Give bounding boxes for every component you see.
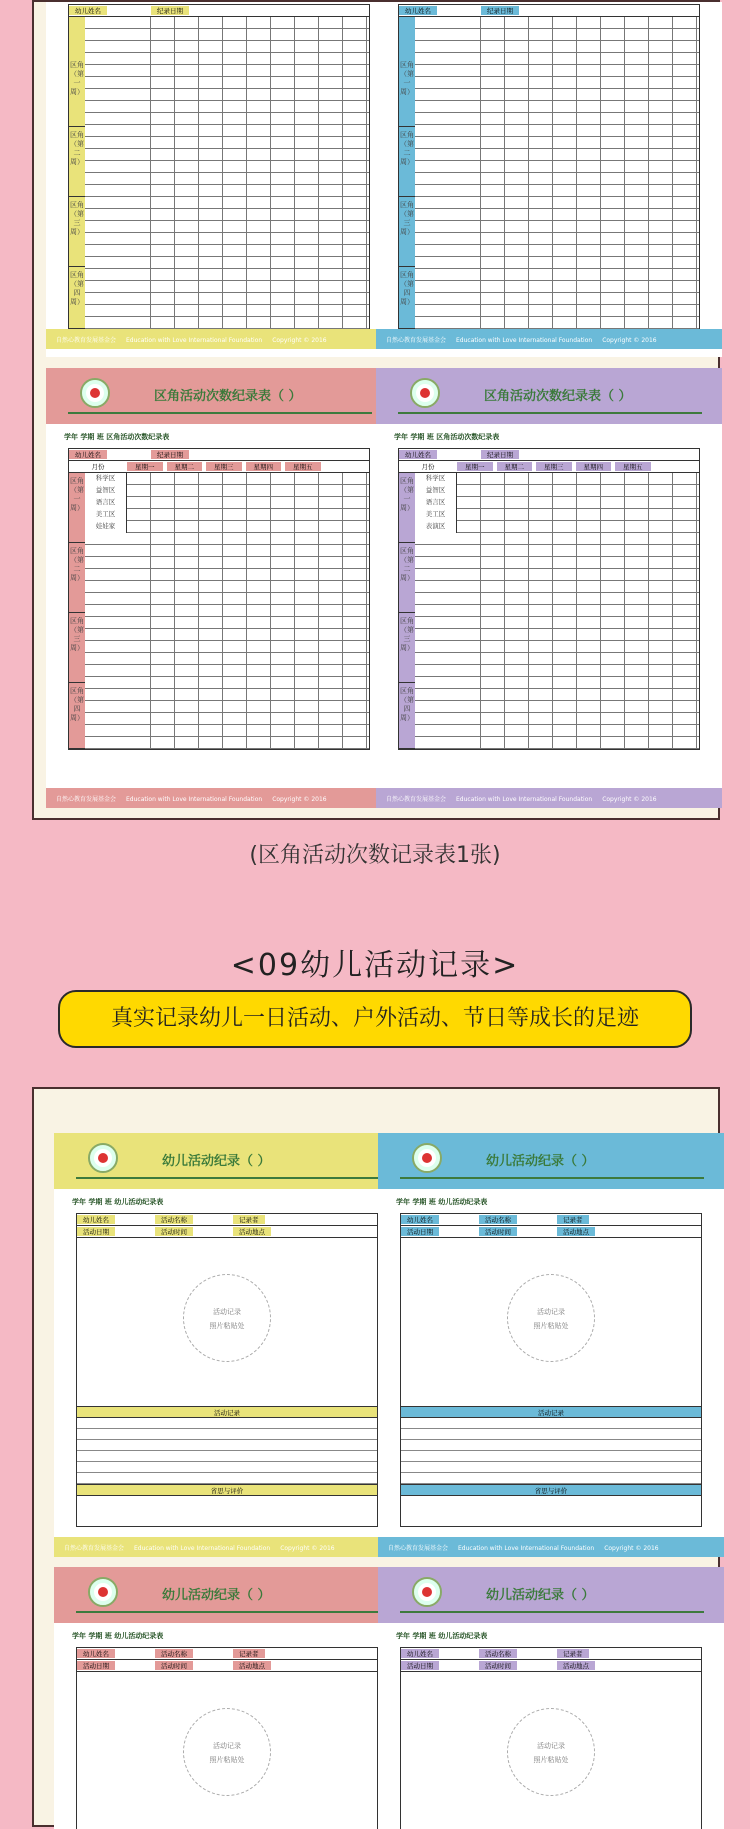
table-caption: (区角活动次数记录表1张) bbox=[249, 843, 501, 868]
week-section: 区角（第二周） bbox=[69, 543, 85, 613]
sheet-meta: 学年 学期 班 区角活动次数纪录表 bbox=[64, 433, 170, 441]
weekday-header: 星期五 bbox=[615, 462, 651, 471]
sheet-title: 区角活动次数纪录表（ ） bbox=[154, 389, 302, 404]
name-label: 幼儿姓名 bbox=[69, 450, 107, 459]
sheet-footer: 自然心教育发展基金会 Education with Love International Foundation Copyright © 2016 bbox=[46, 788, 392, 808]
record-lines bbox=[401, 1418, 701, 1484]
name-label: 幼儿姓名 bbox=[69, 6, 107, 15]
month-label: 月份 bbox=[91, 463, 105, 471]
sheet-meta: 学年 学期 班 幼儿活动纪录表 bbox=[396, 1198, 488, 1206]
week-section: 区角（第三周） bbox=[69, 613, 85, 683]
activity-sheet-purple bbox=[378, 1567, 724, 1829]
sheet-footer: 自然心教育发展基金会 Education with Love International Foundation Copyright © 2016 bbox=[46, 329, 392, 349]
date-label: 纪录日期 bbox=[151, 6, 189, 15]
count-table bbox=[68, 448, 370, 750]
area-label: 美工区 bbox=[415, 509, 457, 521]
weekday-header: 星期二 bbox=[167, 462, 203, 471]
sheet-purple bbox=[376, 368, 722, 808]
activity-record-box: 幼儿姓名 活动名称 记录者 活动日期 活动时间 活动地点 活动记录 照片粘贴处 活动记录 省思与评价 bbox=[400, 1213, 702, 1527]
area-label: 语言区 bbox=[85, 497, 127, 509]
activity-record-box: 幼儿姓名 活动名称 记录者 活动日期 活动时间 活动地点 活动记录 照片粘贴处 bbox=[400, 1647, 702, 1829]
sheet-title: 幼儿活动纪录（ ） bbox=[162, 1154, 271, 1169]
foundation-logo-icon bbox=[88, 1143, 118, 1173]
sheet-meta: 学年 学期 班 幼儿活动纪录表 bbox=[72, 1198, 164, 1206]
foundation-logo-icon bbox=[412, 1577, 442, 1607]
section-banner: 真实记录幼儿一日活动、户外活动、节日等成长的足迹 bbox=[58, 990, 692, 1048]
week-section: 区角（第一周） bbox=[399, 473, 415, 543]
weekday-header: 星期一 bbox=[127, 462, 163, 471]
section-title: <09幼儿活动记录> bbox=[230, 948, 520, 983]
name-label: 幼儿姓名 bbox=[399, 450, 437, 459]
week-section: 区角（第一周） bbox=[69, 473, 85, 543]
weekday-header: 星期四 bbox=[576, 462, 612, 471]
review-bar: 省思与评价 bbox=[401, 1484, 701, 1496]
count-table bbox=[398, 4, 700, 330]
week-section: 区角（第三周） bbox=[399, 613, 415, 683]
date-label: 纪录日期 bbox=[481, 450, 519, 459]
count-table bbox=[398, 448, 700, 750]
record-sheet-frame-top bbox=[32, 0, 720, 820]
area-label: 美工区 bbox=[85, 509, 127, 521]
date-label: 纪录日期 bbox=[151, 450, 189, 459]
week-section: 区角（第三周） bbox=[399, 197, 415, 267]
weekday-header: 星期四 bbox=[246, 462, 282, 471]
sheet-meta: 学年 学期 班 幼儿活动纪录表 bbox=[72, 1632, 164, 1640]
week-section: 区角（第二周） bbox=[399, 543, 415, 613]
sheet-blue-partial bbox=[376, 2, 722, 357]
weekday-header: 星期一 bbox=[457, 462, 493, 471]
area-label: 娃娃家 bbox=[85, 521, 127, 533]
activity-sheet-blue bbox=[378, 1133, 724, 1557]
week-section: 区角（第一周） bbox=[399, 57, 415, 127]
sheet-yellow-partial bbox=[46, 2, 392, 357]
count-table bbox=[68, 4, 370, 330]
foundation-logo-icon bbox=[410, 378, 440, 408]
sheet-title: 幼儿活动纪录（ ） bbox=[162, 1588, 271, 1603]
activity-sheet-yellow bbox=[54, 1133, 400, 1557]
area-label: 益智区 bbox=[85, 485, 127, 497]
area-label: 表演区 bbox=[415, 521, 457, 533]
date-label: 纪录日期 bbox=[481, 6, 519, 15]
sheet-footer: 自然心教育发展基金会 Education with Love International Foundation Copyright © 2016 bbox=[376, 329, 722, 349]
weekday-header: 星期三 bbox=[206, 462, 242, 471]
foundation-logo-icon bbox=[412, 1143, 442, 1173]
area-label: 科学区 bbox=[415, 473, 457, 485]
photo-placeholder: 活动记录 照片粘贴处 bbox=[183, 1274, 271, 1362]
sheet-meta: 学年 学期 班 幼儿活动纪录表 bbox=[396, 1632, 488, 1640]
month-label: 月份 bbox=[421, 463, 435, 471]
activity-record-box: 幼儿姓名 活动名称 记录者 活动日期 活动时间 活动地点 活动记录 照片粘贴处 bbox=[76, 1647, 378, 1829]
week-section: 区角（第四周） bbox=[399, 267, 415, 329]
photo-placeholder: 活动记录 照片粘贴处 bbox=[507, 1274, 595, 1362]
weekday-header: 星期三 bbox=[536, 462, 572, 471]
week-section: 区角（第四周） bbox=[69, 267, 85, 329]
weekday-header: 星期五 bbox=[285, 462, 321, 471]
area-label: 益智区 bbox=[415, 485, 457, 497]
area-label: 科学区 bbox=[85, 473, 127, 485]
sheet-footer: 自然心教育发展基金会 Education with Love International Foundation Copyright © 2016 bbox=[54, 1537, 400, 1557]
photo-placeholder: 活动记录 照片粘贴处 bbox=[183, 1708, 271, 1796]
record-bar: 活动记录 bbox=[77, 1406, 377, 1418]
week-section: 区角（第二周） bbox=[69, 127, 85, 197]
week-section: 区角（第一周） bbox=[69, 57, 85, 127]
weekday-header: 星期二 bbox=[497, 462, 533, 471]
record-lines bbox=[77, 1418, 377, 1484]
photo-placeholder: 活动记录 照片粘贴处 bbox=[507, 1708, 595, 1796]
sheet-meta: 学年 学期 班 区角活动次数纪录表 bbox=[394, 433, 500, 441]
week-section: 区角（第二周） bbox=[399, 127, 415, 197]
foundation-logo-icon bbox=[80, 378, 110, 408]
sheet-footer: 自然心教育发展基金会 Education with Love International Foundation Copyright © 2016 bbox=[378, 1537, 724, 1557]
week-section: 区角（第四周） bbox=[399, 683, 415, 749]
foundation-logo-icon bbox=[88, 1577, 118, 1607]
sheet-pink bbox=[46, 368, 392, 808]
sheet-title: 幼儿活动纪录（ ） bbox=[486, 1154, 595, 1169]
sheet-title: 幼儿活动纪录（ ） bbox=[486, 1588, 595, 1603]
week-section: 区角（第四周） bbox=[69, 683, 85, 749]
area-label: 语言区 bbox=[415, 497, 457, 509]
review-bar: 省思与评价 bbox=[77, 1484, 377, 1496]
sheet-footer: 自然心教育发展基金会 Education with Love International Foundation Copyright © 2016 bbox=[376, 788, 722, 808]
activity-sheet-pink bbox=[54, 1567, 400, 1829]
record-bar: 活动记录 bbox=[401, 1406, 701, 1418]
activity-record-box: 幼儿姓名 活动名称 记录者 活动日期 活动时间 活动地点 活动记录 照片粘贴处 活动记录 省思与评价 bbox=[76, 1213, 378, 1527]
sheet-title: 区角活动次数纪录表（ ） bbox=[484, 389, 632, 404]
week-section: 区角（第三周） bbox=[69, 197, 85, 267]
record-sheet-frame-bottom bbox=[32, 1087, 720, 1827]
name-label: 幼儿姓名 bbox=[399, 6, 437, 15]
